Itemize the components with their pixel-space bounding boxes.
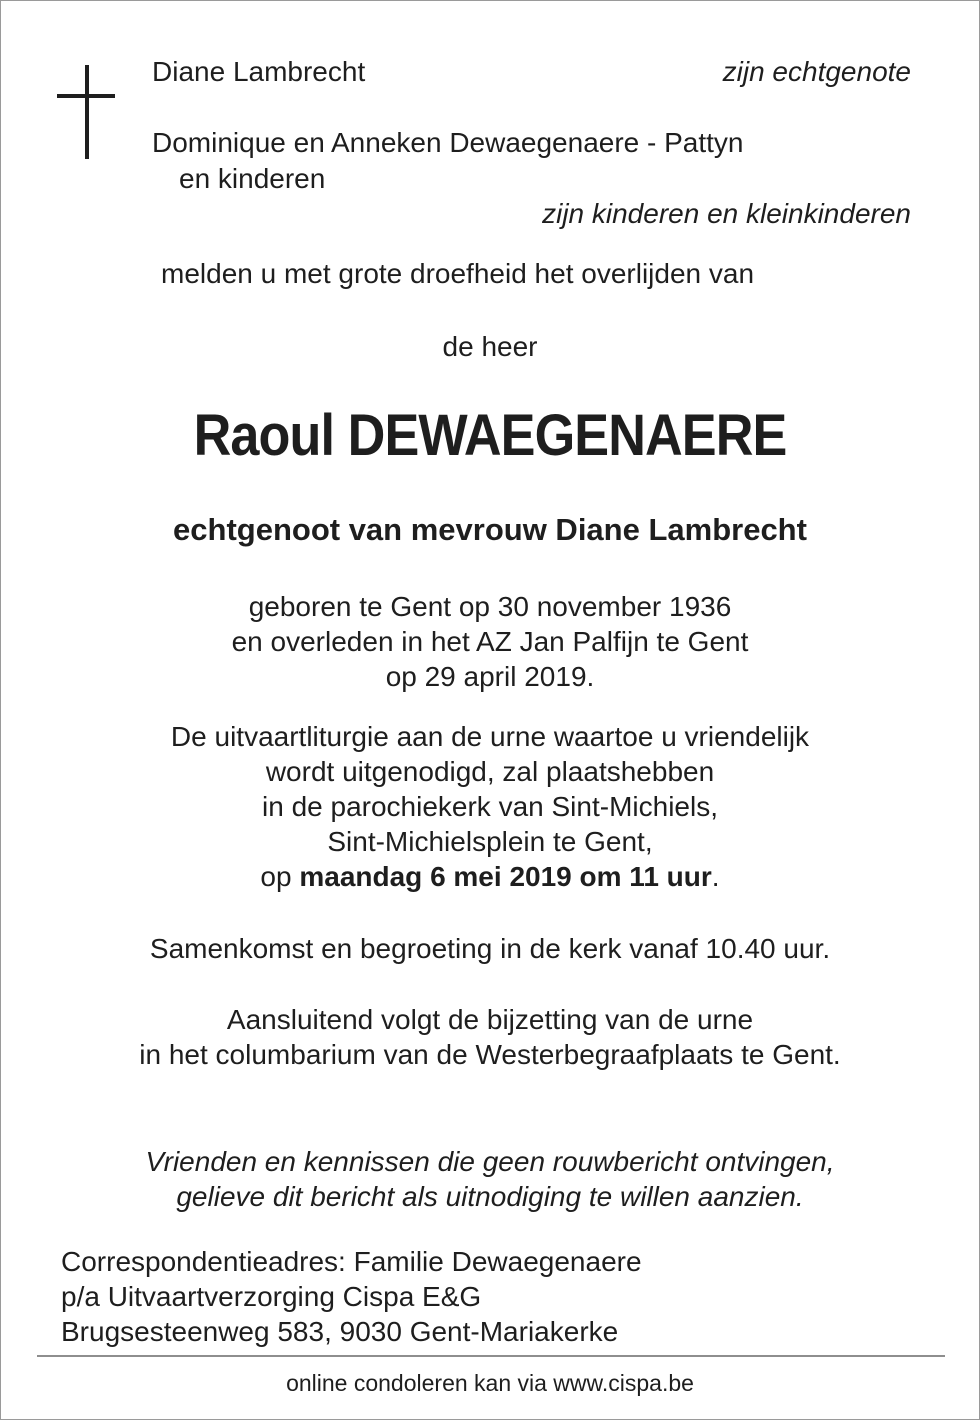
birth-death-block <box>1 589 979 694</box>
correspondence-line: Brugsesteenweg 583, 9030 Gent-Mariakerke <box>61 1316 619 1347</box>
spouse-name: Diane Lambrecht <box>152 56 366 87</box>
burial-line: in het columbarium van de Westerbegraafplaats te Gent. <box>139 1039 841 1070</box>
correspondence-line: Correspondentieadres: Familie Dewaegenaere <box>61 1246 642 1277</box>
funeral-date-prefix: op <box>260 861 300 892</box>
notice-block <box>1 1144 979 1214</box>
funeral-block <box>1 719 979 894</box>
birth-line: geboren te Gent op 30 november 1936 <box>248 591 732 622</box>
notice-line: gelieve dit bericht als uitnodiging te willen aanzien. <box>176 1181 804 1212</box>
children-role: zijn kinderen en kleinkinderen <box>542 198 911 229</box>
latin-cross-icon <box>57 65 115 159</box>
death-line: en overleden in het AZ Jan Palfijn te Gent <box>231 626 749 657</box>
notice-line: Vrienden en kennissen die geen rouwbericht ontvingen, <box>145 1146 835 1177</box>
children-line-2: en kinderen <box>179 163 326 194</box>
funeral-line: De uitvaartliturgie aan de urne waartoe u vriendelijk <box>170 721 810 752</box>
correspondence-block <box>61 1244 642 1349</box>
burial-line: Aansluitend volgt de bijzetting van de urne <box>226 1004 754 1035</box>
burial-block <box>1 1002 979 1072</box>
death-date-line: op 29 april 2019. <box>385 661 595 692</box>
funeral-date-line <box>1 859 979 894</box>
gathering: Samenkomst en begroeting in de kerk vanaf 10.40 uur. <box>149 933 831 964</box>
funeral-line: wordt uitgenodigd, zal plaatshebben <box>265 756 715 787</box>
footer-condolence: online condoleren kan via www.cispa.be <box>286 1370 694 1396</box>
correspondence-line: p/a Uitvaartverzorging Cispa E&G <box>61 1281 482 1312</box>
footer-divider <box>37 1355 945 1357</box>
funeral-date: maandag 6 mei 2019 om 11 uur <box>299 861 712 892</box>
spouse-of: echtgenoot van mevrouw Diane Lambrecht <box>173 512 807 547</box>
funeral-line: Sint-Michielsplein te Gent, <box>327 826 653 857</box>
deceased-name: Raoul DEWAEGENAERE <box>193 403 787 468</box>
funeral-line: in de parochiekerk van Sint-Michiels, <box>262 791 718 822</box>
children-line-1: Dominique en Anneken Dewaegenaere - Pattyn <box>152 127 744 158</box>
announcement: melden u met grote droefheid het overlijden van <box>161 258 755 289</box>
spouse-role: zijn echtgenote <box>722 56 911 87</box>
funeral-date-suffix: . <box>711 861 720 892</box>
title: de heer <box>442 331 538 362</box>
